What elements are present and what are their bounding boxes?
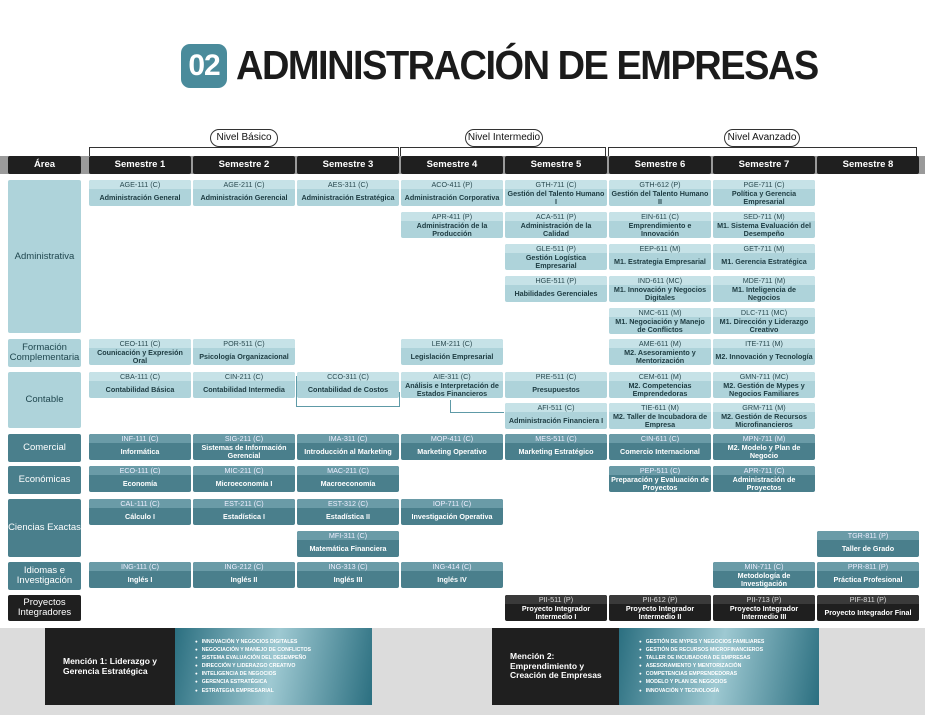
course-card[interactable] — [193, 434, 295, 460]
course-name: Emprendimiento e Innovación — [628, 220, 692, 238]
course-code: LEM-211 (C) — [401, 339, 503, 348]
course-card[interactable] — [401, 562, 503, 588]
course-card[interactable] — [193, 372, 295, 398]
course-name: Contabilidad de Costos — [307, 384, 389, 394]
course-code: MPN-711 (M) — [713, 434, 815, 443]
course-name: Administración de la Calidad — [520, 220, 592, 238]
level-intermedio: Nivel Intermedio — [465, 129, 543, 147]
course-name: Introducción al Marketing — [304, 446, 392, 456]
course-card[interactable] — [713, 403, 815, 429]
course-name: Gestión Logística Empresarial — [525, 252, 587, 270]
course-name: Contabilidad Básica — [105, 384, 175, 394]
course-name: M1. Inteligencia de Negocios — [732, 284, 796, 302]
course-name: Administración de la Producción — [416, 220, 488, 238]
mencion-item: ● INNOVACIÓN Y TECNOLOGÍA — [639, 687, 819, 695]
course-name: Proyecto Integrador Final — [824, 607, 912, 617]
mencion-item: ● COMPETENCIAS EMPRENDEDORAS — [639, 670, 819, 678]
course-name: M2. Innovación y Tecnología — [715, 351, 813, 361]
course-code: ING-212 (C) — [193, 562, 295, 571]
mencion-item: ● INTELIGENCIA DE NEGOCIOS — [195, 670, 372, 678]
course-card[interactable] — [713, 212, 815, 238]
mencion-1-label: Mención 1: Liderazgo y Gerencia Estratégica — [45, 628, 175, 705]
course-name: Análisis e Interpretación de Estados Financieros — [405, 380, 499, 398]
course-code: EIN-611 (C) — [609, 212, 711, 221]
course-code: CCO-311 (C) — [297, 372, 399, 381]
course-code: PPR-811 (P) — [817, 562, 919, 571]
course-card[interactable] — [609, 180, 711, 206]
course-code: PGE-711 (C) — [713, 180, 815, 189]
course-name: Psicología Organizacional — [199, 351, 289, 361]
course-code: IOP-711 (C) — [401, 499, 503, 508]
course-name: Investigación Operativa — [411, 511, 493, 521]
mencion-item: ● TALLER DE INCUBADORA DE EMPRESAS — [639, 654, 819, 662]
header-semestre-4: Semestre 4 — [401, 156, 503, 174]
course-card[interactable] — [505, 244, 607, 270]
course-name: M1. Dirección y Liderazgo Creativo — [719, 316, 809, 334]
course-name: Metodología de Investigación — [737, 570, 791, 588]
course-code: AGE-111 (C) — [89, 180, 191, 189]
course-name: Gestión del Talento Humano II — [611, 188, 709, 206]
course-card[interactable] — [609, 339, 711, 365]
mencion-item: ● INNOVACIÓN Y NEGOCIOS DIGITALES — [195, 638, 372, 646]
course-code: GET-711 (M) — [713, 244, 815, 253]
course-code: PII-612 (P) — [609, 595, 711, 604]
course-card[interactable] — [297, 434, 399, 460]
course-card[interactable] — [713, 308, 815, 334]
mencion-item: ● GESTIÓN DE RECURSOS MICROFINANCIEROS — [639, 646, 819, 654]
course-card[interactable] — [297, 466, 399, 492]
course-name: Macroeconomía — [320, 478, 376, 488]
course-card[interactable] — [505, 372, 607, 398]
area-economicas: Económicas — [8, 466, 81, 494]
course-name: Administración General — [99, 192, 181, 202]
area-idiomas-investigacion: Idiomas e Investigación — [8, 562, 81, 590]
course-code: PII-511 (P) — [505, 595, 607, 604]
course-code: AME-611 (M) — [609, 339, 711, 348]
mencion-1-list — [175, 628, 372, 705]
course-code: CBA-111 (C) — [89, 372, 191, 381]
course-code: ING-111 (C) — [89, 562, 191, 571]
header-semestre-6: Semestre 6 — [609, 156, 711, 174]
course-card[interactable] — [505, 180, 607, 206]
mencion-item: ● NEGOCIACIÓN Y MANEJO DE CONFLICTOS — [195, 646, 372, 654]
course-code: CAL-111 (C) — [89, 499, 191, 508]
connector-line — [450, 400, 451, 412]
course-name: Administración de Proyectos — [732, 474, 796, 492]
course-code: CIN-211 (C) — [193, 372, 295, 381]
level-basico: Nivel Básico — [210, 129, 278, 147]
course-name: M1. Gerencia Estratégica — [721, 256, 807, 266]
page-title — [0, 44, 925, 88]
course-card[interactable] — [505, 212, 607, 238]
course-name: M1. Innovación y Negocios Digitales — [613, 284, 707, 302]
mencion-item: ● ESTRATEGIA EMPRESARIAL — [195, 687, 372, 695]
course-code: TIE-611 (M) — [609, 403, 711, 412]
course-name: Cálculo I — [125, 511, 155, 521]
title-text: ADMINISTRACIÓN DE EMPRESAS — [236, 43, 818, 89]
course-name: Comercio Internacional — [620, 446, 700, 456]
course-code: AFI-511 (C) — [505, 403, 607, 412]
course-card[interactable] — [609, 403, 711, 429]
course-code: MDE-711 (M) — [713, 276, 815, 285]
course-name: M2. Gestión de Mypes y Negocios Familiares — [723, 380, 805, 398]
course-name: Habilidades Gerenciales — [514, 288, 598, 298]
course-card[interactable] — [713, 244, 815, 270]
connector-line — [450, 412, 504, 413]
course-card[interactable] — [193, 180, 295, 206]
course-name: Gestión del Talento Humano I — [507, 188, 605, 206]
course-code: PII-713 (P) — [713, 595, 815, 604]
course-code: SIG-211 (C) — [193, 434, 295, 443]
course-card[interactable] — [401, 372, 503, 398]
course-card[interactable] — [713, 595, 815, 621]
mencion-item: ● ASESORAMIENTO Y MENTORIZACIÓN — [639, 662, 819, 670]
course-card[interactable] — [713, 372, 815, 398]
course-card[interactable] — [609, 466, 711, 492]
course-code: ACA-511 (P) — [505, 212, 607, 221]
header-semestre-7: Semestre 7 — [713, 156, 815, 174]
course-card[interactable] — [89, 562, 191, 588]
course-code: MOP-411 (C) — [401, 434, 503, 443]
course-card[interactable] — [401, 212, 503, 238]
course-code: ECO-111 (C) — [89, 466, 191, 475]
header-semestre-5: Semestre 5 — [505, 156, 607, 174]
course-card[interactable] — [193, 562, 295, 588]
course-code: PEP-511 (C) — [609, 466, 711, 475]
course-code: NMC-611 (M) — [609, 308, 711, 317]
course-name: M2. Gestión de Recursos Microfinancieros — [721, 411, 807, 429]
course-name: Taller de Grado — [841, 543, 895, 553]
course-card[interactable] — [89, 339, 191, 365]
course-code: MFI-311 (C) — [297, 531, 399, 540]
course-code: GLE-511 (P) — [505, 244, 607, 253]
course-name: Proyecto Integrador Intermedio II — [625, 603, 695, 621]
course-name: Contabilidad Intermedia — [203, 384, 285, 394]
course-code: HGE-511 (P) — [505, 276, 607, 285]
course-code: PIF-811 (P) — [817, 595, 919, 604]
course-code: IMA-311 (C) — [297, 434, 399, 443]
course-name: M2. Modelo y Plan de Negocio — [727, 442, 801, 460]
course-code: EEP-611 (M) — [609, 244, 711, 253]
course-code: TGR-811 (P) — [817, 531, 919, 540]
course-card[interactable] — [817, 531, 919, 557]
course-name: Legislación Empresarial — [410, 351, 494, 361]
course-card[interactable] — [297, 562, 399, 588]
course-card[interactable] — [401, 499, 503, 525]
course-name: Counicación y Expresión Oral — [97, 347, 183, 365]
course-code: MES-511 (C) — [505, 434, 607, 443]
course-name: Inglés IV — [437, 574, 467, 584]
course-name: Presupuestos — [532, 384, 580, 394]
header-semestre-3: Semestre 3 — [297, 156, 399, 174]
course-card[interactable] — [713, 276, 815, 302]
course-code: ING-313 (C) — [297, 562, 399, 571]
course-card[interactable] — [401, 339, 503, 365]
course-code: IND-611 (MC) — [609, 276, 711, 285]
course-name: Matemática Financiera — [309, 543, 387, 553]
connector-line — [296, 406, 400, 407]
course-name: Administración Corporativa — [404, 192, 500, 202]
course-card[interactable] — [89, 434, 191, 460]
course-code: POR-511 (C) — [193, 339, 295, 348]
course-code: EST-211 (C) — [193, 499, 295, 508]
course-name: M1. Negociación y Manejo de Conflictos — [615, 316, 705, 334]
course-card[interactable] — [713, 562, 815, 588]
course-code: CEO-111 (C) — [89, 339, 191, 348]
course-name: Proyecto Integrador Intermedio I — [521, 603, 591, 621]
mencion-item: ● DIRECCIÓN Y LIDERAZGO CREATIVO — [195, 662, 372, 670]
course-card[interactable] — [193, 339, 295, 365]
course-card[interactable] — [297, 180, 399, 206]
course-card[interactable] — [505, 276, 607, 302]
course-card[interactable] — [609, 434, 711, 460]
course-card[interactable] — [505, 403, 607, 429]
course-card[interactable] — [297, 372, 399, 398]
course-code: AIE-311 (C) — [401, 372, 503, 381]
course-name: M2. Competencias Emprendedoras — [628, 380, 692, 398]
course-code: GTH-711 (C) — [505, 180, 607, 189]
title-number-badge: 02 — [181, 44, 227, 88]
course-name: Política y Gerencia Empresarial — [731, 188, 797, 206]
course-card[interactable] — [713, 339, 815, 365]
course-name: Marketing Estratégico — [518, 446, 594, 456]
course-name: M2. Asesoramiento y Mentorización — [624, 347, 696, 365]
course-code: MIC-211 (C) — [193, 466, 295, 475]
header-semestre-2: Semestre 2 — [193, 156, 295, 174]
course-code: PRE-511 (C) — [505, 372, 607, 381]
connector-line — [399, 392, 400, 407]
area-formacion-complementaria: Formación Complementaria — [8, 339, 81, 367]
course-name: Práctica Profesional — [833, 574, 903, 584]
area-comercial: Comercial — [8, 434, 81, 462]
course-name: Marketing Operativo — [417, 446, 487, 456]
header-semestre-1: Semestre 1 — [89, 156, 191, 174]
course-name: M2. Taller de Incubadora de Empresa — [612, 411, 708, 429]
course-code: GTH-612 (P) — [609, 180, 711, 189]
area-ciencias-exactas: Ciencias Exactas — [8, 499, 81, 557]
course-card[interactable] — [505, 595, 607, 621]
course-card[interactable] — [89, 499, 191, 525]
course-code: INF-111 (C) — [89, 434, 191, 443]
mencion-item: ● GESTIÓN DE MYPES Y NEGOCIOS FAMILIARES — [639, 638, 819, 646]
course-name: Inglés II — [230, 574, 258, 584]
course-name: M1. Sistema Evaluación del Desempeño — [717, 220, 811, 238]
course-name: M1. Estrategia Empresarial — [614, 256, 706, 266]
course-name: Administración Financiera I — [508, 415, 604, 425]
course-code: AGE-211 (C) — [193, 180, 295, 189]
course-code: APR-711 (C) — [713, 466, 815, 475]
course-name: Sistemas de Información Gerencial — [201, 442, 287, 460]
course-card[interactable] — [713, 434, 815, 460]
course-card[interactable] — [193, 499, 295, 525]
course-card[interactable] — [89, 466, 191, 492]
course-code: GMN-711 (MC) — [713, 372, 815, 381]
course-name: Economía — [122, 478, 158, 488]
header-area: Área — [8, 156, 81, 174]
course-card[interactable] — [193, 466, 295, 492]
course-card[interactable] — [609, 276, 711, 302]
course-name: Estadística I — [223, 511, 265, 521]
course-card[interactable] — [609, 595, 711, 621]
level-bracket-avanzado — [608, 147, 917, 156]
course-card[interactable] — [401, 434, 503, 460]
course-name: Administración Estratégica — [301, 192, 395, 202]
mencion-item: ● SISTEMA EVALUACIÓN DEL DESEMPEÑO — [195, 654, 372, 662]
mencion-item: ● MODELO Y PLAN DE NEGOCIOS — [639, 678, 819, 686]
course-name: Microeconomía I — [215, 478, 273, 488]
course-card[interactable] — [713, 466, 815, 492]
course-card[interactable] — [609, 212, 711, 238]
course-card[interactable] — [89, 180, 191, 206]
course-code: DLC-711 (MC) — [713, 308, 815, 317]
course-card[interactable] — [817, 562, 919, 588]
course-card[interactable] — [609, 244, 711, 270]
course-card[interactable] — [401, 180, 503, 206]
area-proyectos-integradores: Proyectos Integradores — [8, 595, 81, 621]
course-card[interactable] — [713, 180, 815, 206]
course-name: Administración Gerencial — [200, 192, 288, 202]
header-semestre-8: Semestre 8 — [817, 156, 919, 174]
course-name: Inglés I — [127, 574, 153, 584]
course-code: CIN-611 (C) — [609, 434, 711, 443]
mencion-item: ● GERENCIA ESTRATÉGICA — [195, 678, 372, 686]
course-card[interactable] — [505, 434, 607, 460]
course-code: APR-411 (P) — [401, 212, 503, 221]
course-code: SED-711 (M) — [713, 212, 815, 221]
area-administrativa: Administrativa — [8, 180, 81, 333]
course-card[interactable] — [297, 499, 399, 525]
course-name: Inglés III — [333, 574, 363, 584]
course-name: Proyecto Integrador Intermedio III — [729, 603, 799, 621]
course-code: GRM-711 (M) — [713, 403, 815, 412]
course-name: Estadística II — [326, 511, 370, 521]
course-code: MAC-211 (C) — [297, 466, 399, 475]
course-code: EST-312 (C) — [297, 499, 399, 508]
level-bracket-intermedio — [400, 147, 606, 156]
level-bracket-basico — [89, 147, 399, 156]
course-name: Preparación y Evaluación de Proyectos — [611, 474, 709, 492]
course-card[interactable] — [609, 372, 711, 398]
course-code: ING-414 (C) — [401, 562, 503, 571]
course-code: CEM-611 (M) — [609, 372, 711, 381]
course-card[interactable] — [89, 372, 191, 398]
course-code: MIN-711 (C) — [713, 562, 815, 571]
course-code: ACO-411 (P) — [401, 180, 503, 189]
mencion-2-label: Mención 2: Emprendimiento y Creación de Empresas — [492, 628, 619, 705]
course-card[interactable] — [817, 595, 919, 621]
mencion-2-list — [619, 628, 819, 705]
area-contable: Contable — [8, 372, 81, 428]
course-name: Informática — [120, 446, 160, 456]
level-avanzado: Nivel Avanzado — [724, 129, 800, 147]
course-card[interactable] — [297, 531, 399, 557]
course-card[interactable] — [609, 308, 711, 334]
course-code: ITE-711 (M) — [713, 339, 815, 348]
course-code: AES-311 (C) — [297, 180, 399, 189]
